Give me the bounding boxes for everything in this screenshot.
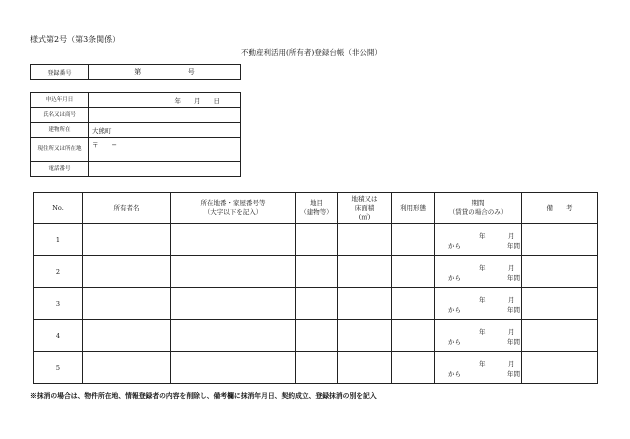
building-location-value[interactable]: 大熊町 <box>89 123 241 138</box>
area-cell[interactable] <box>338 352 392 384</box>
header-owner: 所有者名 <box>83 193 171 224</box>
usage-cell[interactable] <box>392 320 435 352</box>
property-register-table <box>33 192 598 384</box>
name-value[interactable] <box>89 108 241 123</box>
address-cell[interactable] <box>171 224 296 256</box>
area-cell[interactable] <box>338 320 392 352</box>
remarks-cell[interactable] <box>522 256 598 288</box>
applicant-info-table <box>30 92 241 177</box>
header-period: 期間 （賃貸の場合のみ） <box>435 193 522 224</box>
table-row <box>34 224 598 256</box>
remarks-cell[interactable] <box>522 352 598 384</box>
table-row <box>34 288 598 320</box>
remarks-cell[interactable] <box>522 320 598 352</box>
registration-number-table <box>30 64 241 80</box>
registration-number-label: 登録番号 <box>31 65 89 80</box>
land-category-cell[interactable] <box>296 352 338 384</box>
info-label: 電話番号 <box>31 162 89 177</box>
document-title: 不動産利活用(所有者)登録台帳（非公開） <box>241 48 382 57</box>
land-category-cell[interactable] <box>296 288 338 320</box>
owner-cell[interactable] <box>83 352 171 384</box>
info-label: 氏名又は商号 <box>31 108 89 123</box>
owner-cell[interactable] <box>83 320 171 352</box>
owner-cell[interactable] <box>83 224 171 256</box>
period-cell[interactable]: 年 月 から 年間 <box>435 320 522 352</box>
info-label: 現住所又は所在地 <box>31 138 89 162</box>
address-cell[interactable] <box>171 256 296 288</box>
row-number: 3 <box>34 288 83 320</box>
owner-cell[interactable] <box>83 256 171 288</box>
period-cell[interactable]: 年 月 から 年間 <box>435 256 522 288</box>
table-row <box>34 352 598 384</box>
row-number: 2 <box>34 256 83 288</box>
current-address-value[interactable]: 〒 − <box>89 138 241 162</box>
header-area: 地積又は 床面積 (㎡) <box>338 193 392 224</box>
header-row <box>34 193 598 224</box>
remarks-cell[interactable] <box>522 288 598 320</box>
land-category-cell[interactable] <box>296 224 338 256</box>
row-number: 1 <box>34 224 83 256</box>
usage-cell[interactable] <box>392 256 435 288</box>
table-row <box>34 320 598 352</box>
table-row <box>34 256 598 288</box>
header-usage: 利用形態 <box>392 193 435 224</box>
registration-number-value[interactable] <box>89 65 241 80</box>
address-cell[interactable] <box>171 320 296 352</box>
row-number: 5 <box>34 352 83 384</box>
land-category-cell[interactable] <box>296 320 338 352</box>
area-cell[interactable] <box>338 288 392 320</box>
header-address: 所在地番・家屋番号等 （大字以下を記入） <box>171 193 296 224</box>
header-remarks: 備 考 <box>522 193 598 224</box>
dai-label: 第 <box>134 68 142 76</box>
usage-cell[interactable] <box>392 352 435 384</box>
land-category-cell[interactable] <box>296 256 338 288</box>
application-date-value[interactable]: 年 月 日 <box>89 93 241 108</box>
phone-value[interactable] <box>89 162 241 177</box>
period-cell[interactable]: 年 月 から 年間 <box>435 288 522 320</box>
go-label: 号 <box>187 68 195 76</box>
address-cell[interactable] <box>171 288 296 320</box>
area-cell[interactable] <box>338 256 392 288</box>
remarks-cell[interactable] <box>522 224 598 256</box>
footnote: ※抹消の場合は、物件所在地、情報登録者の内容を削除し、備考欄に抹消年月日、契約成立、登録抹消の別を記入 <box>30 392 377 400</box>
area-cell[interactable] <box>338 224 392 256</box>
address-cell[interactable] <box>171 352 296 384</box>
info-label: 建物所在 <box>31 123 89 138</box>
row-number: 4 <box>34 320 83 352</box>
info-label: 申込年月日 <box>31 93 89 108</box>
header-land-category: 地目 （建物等） <box>296 193 338 224</box>
period-cell[interactable]: 年 月 から 年間 <box>435 352 522 384</box>
usage-cell[interactable] <box>392 224 435 256</box>
owner-cell[interactable] <box>83 288 171 320</box>
form-number: 様式第2号（第3条関係） <box>30 35 121 44</box>
header-no: No. <box>34 193 83 224</box>
period-cell[interactable]: 年 月 から 年間 <box>435 224 522 256</box>
usage-cell[interactable] <box>392 288 435 320</box>
